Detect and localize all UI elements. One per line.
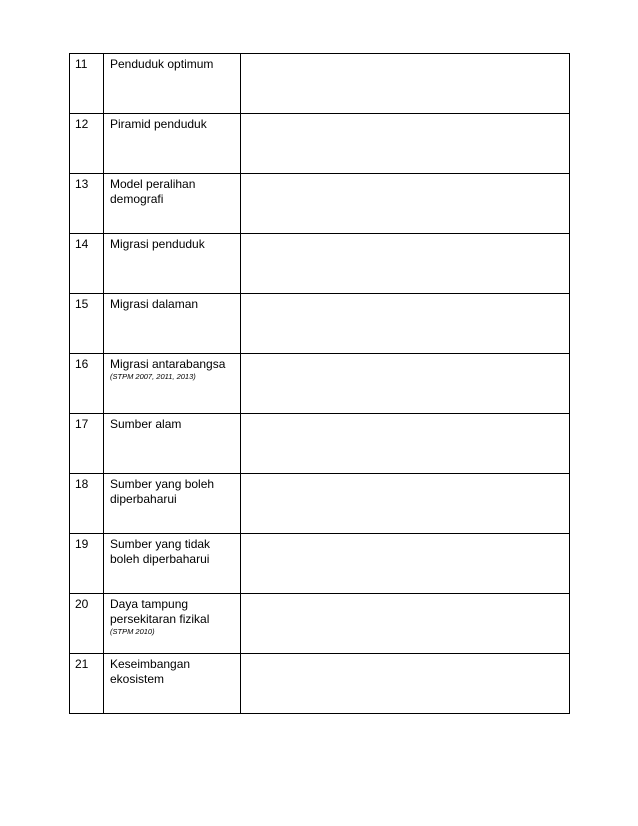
term-cell: [104, 474, 241, 534]
row-number-cell: [70, 114, 104, 174]
table-row: [70, 474, 570, 534]
row-number: 18: [75, 477, 89, 491]
answer-cell[interactable]: [241, 654, 570, 714]
row-number: 20: [75, 597, 89, 611]
row-number-cell: [70, 54, 104, 114]
term-label: Daya tampung persekitaran fizikal: [110, 597, 210, 626]
term-label: Sumber yang tidak boleh diperbaharui: [110, 537, 211, 566]
term-cell: [104, 354, 241, 414]
term-label: Sumber yang boleh diperbaharui: [110, 477, 215, 506]
row-number: 21: [75, 657, 89, 671]
row-number-cell: [70, 474, 104, 534]
row-number-cell: [70, 594, 104, 654]
row-number: 16: [75, 357, 89, 371]
term-label: Model peralihan demografi: [110, 177, 196, 206]
row-number: 12: [75, 117, 89, 131]
term-cell: [104, 54, 241, 114]
table-row: [70, 174, 570, 234]
answer-cell[interactable]: [241, 54, 570, 114]
row-number-cell: [70, 534, 104, 594]
row-number: 19: [75, 537, 89, 551]
term-label: Migrasi dalaman: [110, 297, 199, 311]
answer-cell[interactable]: [241, 414, 570, 474]
term-label: Penduduk optimum: [110, 57, 214, 71]
row-number-cell: [70, 354, 104, 414]
answer-cell[interactable]: [241, 114, 570, 174]
term-label: Keseimbangan ekosistem: [110, 657, 191, 686]
table-row: [70, 234, 570, 294]
term-cell: [104, 114, 241, 174]
table-row: [70, 414, 570, 474]
row-number: 17: [75, 417, 89, 431]
table-row: [70, 354, 570, 414]
term-cell: [104, 534, 241, 594]
term-cell: [104, 294, 241, 354]
term-label: Migrasi antarabangsa: [110, 357, 226, 371]
table-row: [70, 654, 570, 714]
row-number: 13: [75, 177, 89, 191]
row-number-cell: [70, 414, 104, 474]
table-row: [70, 114, 570, 174]
exam-reference-note: (STPM 2010): [110, 627, 155, 636]
answer-cell[interactable]: [241, 354, 570, 414]
table-row: [70, 294, 570, 354]
table-row: [70, 534, 570, 594]
row-number: 14: [75, 237, 89, 251]
table-row: [70, 54, 570, 114]
row-number: 15: [75, 297, 89, 311]
terms-table: [69, 53, 570, 714]
row-number-cell: [70, 294, 104, 354]
term-cell: [104, 234, 241, 294]
table-row: [70, 594, 570, 654]
answer-cell[interactable]: [241, 234, 570, 294]
row-number-cell: [70, 174, 104, 234]
term-cell: [104, 174, 241, 234]
answer-cell[interactable]: [241, 474, 570, 534]
term-cell: [104, 654, 241, 714]
answer-cell[interactable]: [241, 594, 570, 654]
row-number-cell: [70, 654, 104, 714]
row-number: 11: [75, 57, 88, 71]
exam-reference-note: (STPM 2007, 2011, 2013): [110, 372, 196, 381]
answer-cell[interactable]: [241, 174, 570, 234]
answer-cell[interactable]: [241, 534, 570, 594]
term-label: Piramid penduduk: [110, 117, 207, 131]
answer-cell[interactable]: [241, 294, 570, 354]
term-label: Migrasi penduduk: [110, 237, 205, 251]
row-number-cell: [70, 234, 104, 294]
term-cell: [104, 594, 241, 654]
term-cell: [104, 414, 241, 474]
term-label: Sumber alam: [110, 417, 182, 431]
